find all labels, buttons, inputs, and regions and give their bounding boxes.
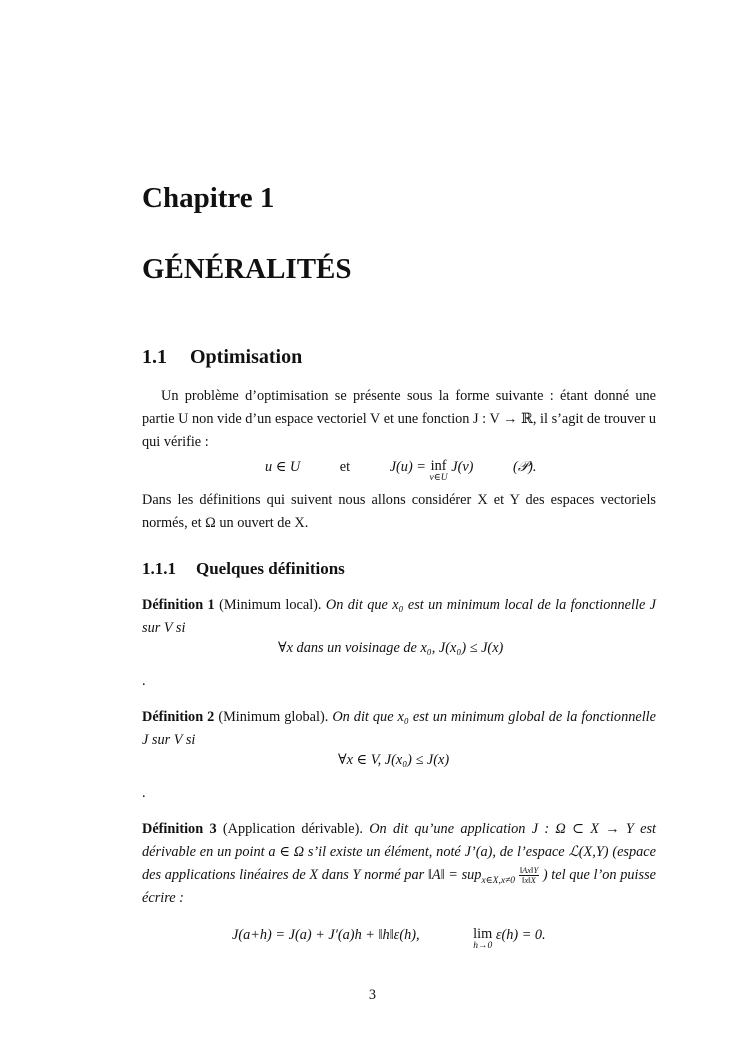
definition-1-label: Définition 1 xyxy=(142,597,215,613)
subsection-title: Quelques définitions xyxy=(196,559,345,578)
problem-inf xyxy=(430,459,448,483)
definition-3-frac-num: ‖Ax‖Y xyxy=(519,865,539,876)
definition-3-text xyxy=(142,818,656,910)
definition-3-name: (Application dérivable). xyxy=(222,821,363,837)
definition-3-lim-sub: h→0 xyxy=(473,941,493,951)
chapter-label: Chapitre 1 xyxy=(142,182,275,214)
problem-lhs: u ∈ U xyxy=(265,459,301,475)
definition-2-body: On dit que x₀ est un minimum global de la fonctionnelle J sur V si xyxy=(142,709,657,748)
definition-2-end: . xyxy=(142,785,146,801)
problem-after: J(v) xyxy=(451,459,474,475)
definition-2-name: (Minimum global). xyxy=(218,709,329,725)
definition-1-name: (Minimum local). xyxy=(219,597,322,613)
problem-inf-op: inf xyxy=(430,458,447,474)
section-title: Optimisation xyxy=(190,346,303,368)
definition-1-body: On dit que x₀ est un minimum local de la fonctionnelle J sur V si xyxy=(142,597,657,636)
definition-3-formula xyxy=(232,927,546,951)
definition-1-text xyxy=(142,594,656,640)
definition-3-body-2: ) tel que l’on puisse écrire : xyxy=(142,867,656,906)
definition-3-label: Définition 3 xyxy=(142,821,217,837)
subsection-number: 1.1.1 xyxy=(142,559,176,578)
page-number: 3 xyxy=(368,987,377,1003)
subsection-heading xyxy=(142,559,345,579)
problem-conj: et xyxy=(339,459,351,475)
definition-2 xyxy=(142,706,656,752)
chapter-title: GÉNÉRALITÉS xyxy=(142,253,352,285)
definition-3 xyxy=(142,818,656,910)
definition-3-lim-op: lim xyxy=(473,926,493,942)
problem-formula xyxy=(265,459,536,483)
definition-1-formula: ∀x dans un voisinage de x₀, J(x₀) ≤ J(x) xyxy=(278,640,504,656)
problem-tag: (𝒫). xyxy=(513,459,537,475)
problem-rhs: J(u) = xyxy=(389,459,426,475)
intro-paragraph: Un problème d’optimisation se présente sous la forme suivante : étant donné une partie U non vide d’un espace vectoriel V et une fonction J : V → ℝ, il s’agit de trouver u qui vérifie : xyxy=(142,388,656,450)
section-intro xyxy=(142,385,656,454)
definition-3-formula-left: J(a+h) = J(a) + J′(a)h + ‖h‖ε(h), xyxy=(232,927,420,943)
definition-2-text xyxy=(142,706,656,752)
definition-3-body-1: On dit qu’une application J : Ω ⊂ X → Y est dérivable en un point a ∈ Ω s’il existe un élément, noté J’(a), de l’espace ℒ(X,Y) (espace des applications linéaires de X dans Y normé par ‖A‖ = sup xyxy=(142,821,656,883)
section-number: 1.1 xyxy=(142,346,167,368)
definition-1 xyxy=(142,594,656,640)
after-problem xyxy=(142,489,656,535)
definition-3-formula-right: ε(h) = 0. xyxy=(495,927,546,943)
definition-3-frac-den: ‖x‖X xyxy=(522,875,536,886)
after-problem-paragraph: Dans les définitions qui suivent nous allons considérer X et Y des espaces vectoriels normés, et Ω un ouvert de X. xyxy=(142,492,656,531)
definition-2-formula: ∀x ∈ V, J(x₀) ≤ J(x) xyxy=(338,752,450,768)
section-heading xyxy=(142,346,302,369)
definition-3-fraction xyxy=(519,866,539,885)
problem-inf-sub: v∈U xyxy=(429,473,448,483)
definition-1-end: . xyxy=(142,673,146,689)
definition-3-limit xyxy=(473,927,492,951)
definition-2-label: Définition 2 xyxy=(142,709,215,725)
definition-3-sup-sub: x∈X,x≠0 xyxy=(481,875,516,886)
